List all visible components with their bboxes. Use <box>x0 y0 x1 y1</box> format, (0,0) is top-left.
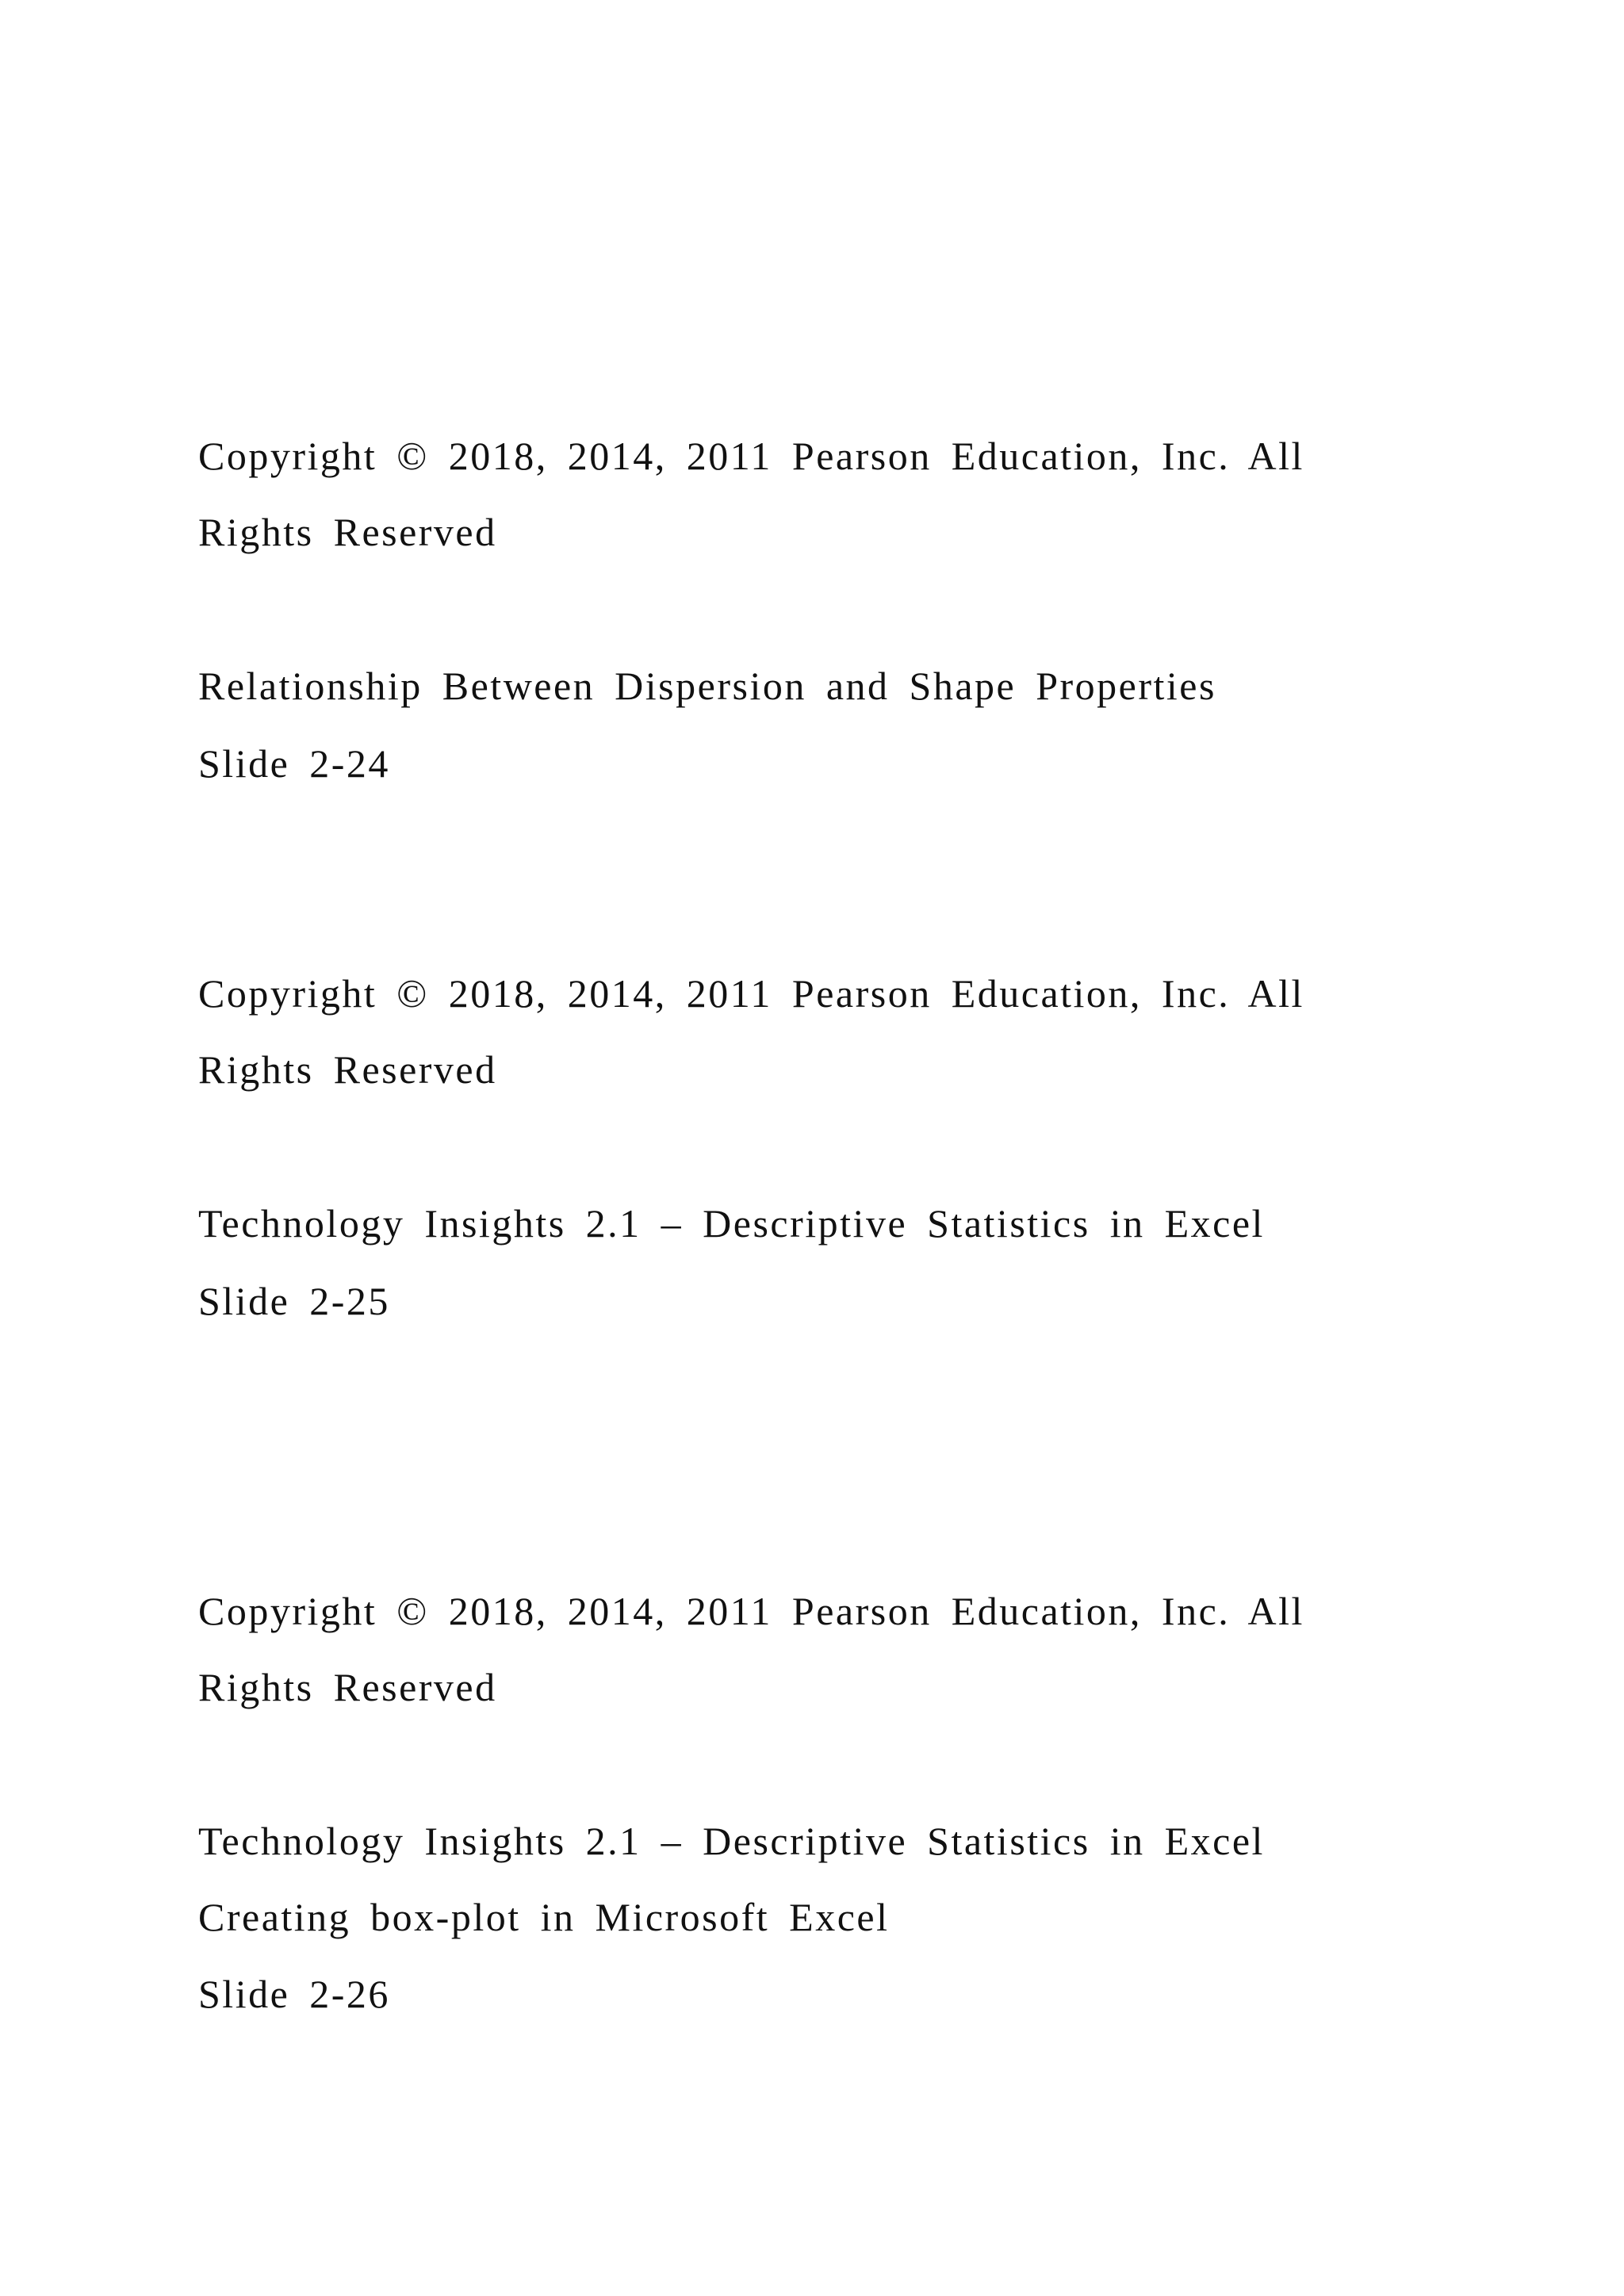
slide-number: Slide 2-24 <box>198 741 390 786</box>
copyright-line: Copyright © 2018, 2014, 2011 Pearson Education, Inc. All <box>198 1589 1304 1633</box>
slide-subtitle: Creating box-plot in Microsoft Excel <box>198 1895 890 1939</box>
copyright-line: Rights Reserved <box>198 510 497 554</box>
slide-title: Technology Insights 2.1 – Descriptive Statistics in Excel <box>198 1201 1265 1246</box>
slide-number: Slide 2-26 <box>198 1972 390 2016</box>
copyright-line: Copyright © 2018, 2014, 2011 Pearson Education, Inc. All <box>198 434 1304 478</box>
slide-title: Relationship Between Dispersion and Shape Properties <box>198 664 1216 708</box>
slide-number: Slide 2-25 <box>198 1279 390 1323</box>
copyright-line: Copyright © 2018, 2014, 2011 Pearson Education, Inc. All <box>198 971 1304 1016</box>
copyright-line: Rights Reserved <box>198 1665 497 1709</box>
copyright-line: Rights Reserved <box>198 1047 497 1092</box>
slide-title: Technology Insights 2.1 – Descriptive Statistics in Excel <box>198 1819 1265 1863</box>
